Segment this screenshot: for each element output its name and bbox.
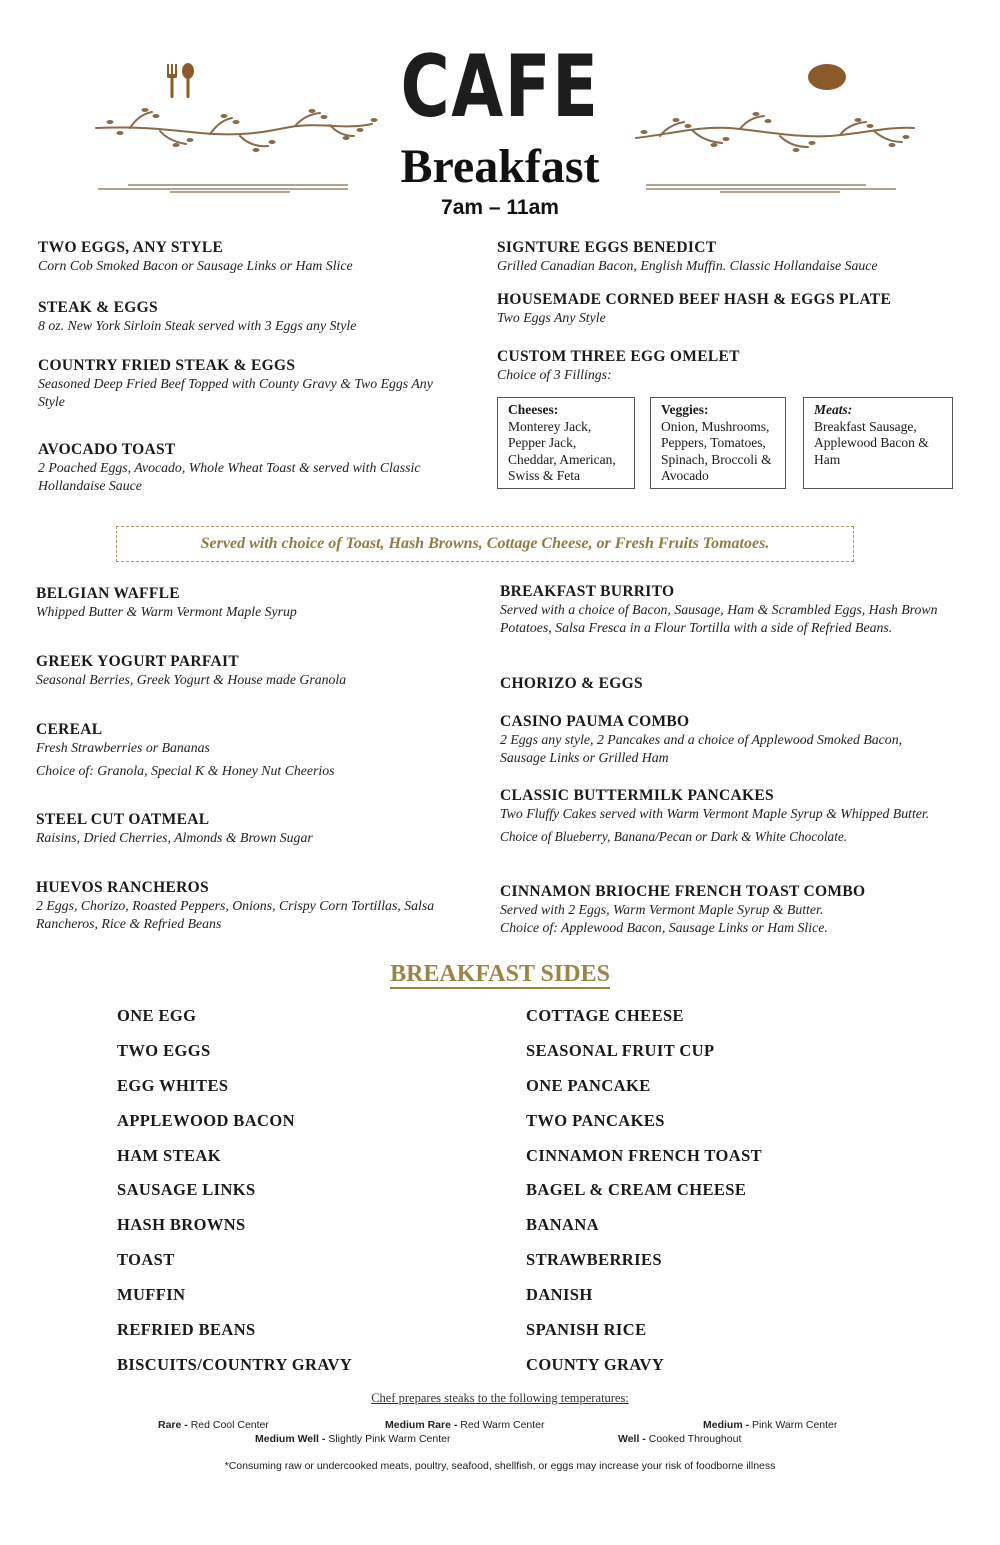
item-desc: Served with 2 Eggs, Warm Vermont Maple Syrup & Butter. [500, 902, 824, 917]
item-desc: Raisins, Dried Cherries, Almonds & Brown Sugar [36, 830, 313, 845]
disclaimer: *Consuming raw or undercooked meats, poultry, seafood, shellfish, or eggs may increase your risk of foodborne illness [224, 1460, 776, 1472]
page-title: CAFE [400, 37, 600, 137]
item-extra: Choice of: Granola, Special K & Honey Nut Cheerios [36, 763, 335, 778]
side-item: COUNTY GRAVY [526, 1354, 665, 1374]
item-name: BELGIAN WAFFLE [36, 585, 180, 602]
side-item: HAM STEAK [117, 1145, 221, 1165]
item-name: CINNAMON BRIOCHE FRENCH TOAST COMBO [500, 883, 866, 900]
temp-medium-rare [385, 1419, 545, 1431]
sides-title-text: BREAKFAST SIDES [390, 961, 610, 987]
item-name: STEAK & EGGS [38, 299, 158, 316]
side-item: BISCUITS/COUNTRY GRAVY [117, 1354, 353, 1374]
item-name: STEEL CUT OATMEAL [36, 811, 210, 828]
item-desc: Two Fluffy Cakes served with Warm Vermont Maple Syrup & Whipped Butter. [500, 806, 930, 821]
menu-item [497, 347, 957, 384]
temp-desc: Pink Warm Center [752, 1419, 838, 1431]
side-item: EGG WHITES [117, 1075, 229, 1095]
item-desc: Corn Cob Smoked Bacon or Sausage Links or Ham Slice [38, 258, 353, 273]
item-desc: Grilled Canadian Bacon, English Muffin. Classic Hollandaise Sauce [497, 258, 878, 273]
item-desc: Choice of 3 Fillings: [497, 367, 612, 382]
menu-item [38, 356, 438, 411]
filling-box-veggies [650, 397, 786, 489]
temp-medium-well [255, 1433, 450, 1445]
menu-item [500, 674, 950, 693]
side-item: BANANA [526, 1215, 599, 1235]
temp-desc: Cooked Throughout [648, 1433, 742, 1445]
temp-label: Well - [618, 1433, 646, 1445]
side-item: HASH BROWNS [117, 1215, 246, 1235]
side-item: TWO EGGS [117, 1040, 211, 1060]
menu-item [36, 720, 456, 780]
item-desc: Served with a choice of Bacon, Sausage, Ham & Scrambled Eggs, Hash Brown Potatoes, Salsa Fresca in a Flour Tortilla with a side of Refried Beans. [500, 602, 938, 635]
item-name: CEREAL [36, 721, 103, 738]
menu-item [500, 582, 950, 637]
side-item: DANISH [526, 1285, 593, 1305]
temperatures-title-text: Chef prepares steaks to the following temperatures: [371, 1391, 629, 1405]
menu-item [497, 290, 957, 327]
filling-body: Onion, Mushrooms, Peppers, Tomatoes, Spinach, Broccoli & Avocado [661, 418, 772, 483]
temp-desc: Red Cool Center [190, 1419, 269, 1431]
item-name: CHORIZO & EGGS [500, 675, 643, 692]
side-item: ONE PANCAKE [526, 1075, 651, 1095]
temp-medium [703, 1419, 837, 1431]
item-name: TWO EGGS, ANY STYLE [38, 239, 224, 256]
temperatures-title [0, 1391, 1000, 1406]
item-name: AVOCADO TOAST [38, 441, 176, 458]
hours: 7am – 11am [441, 196, 559, 219]
menu-item [36, 810, 456, 847]
side-item: SPANISH RICE [526, 1320, 647, 1340]
temp-desc: Slightly Pink Warm Center [328, 1433, 451, 1445]
item-name: HOUSEMADE CORNED BEEF HASH & EGGS PLATE [497, 291, 892, 308]
filling-body: Breakfast Sausage, Applewood Bacon & Ham [814, 418, 929, 467]
side-item: MUFFIN [117, 1285, 186, 1305]
item-desc: Two Eggs Any Style [497, 310, 606, 325]
sides-title [0, 961, 1000, 988]
temp-desc: Red Warm Center [460, 1419, 545, 1431]
side-item: TWO PANCAKES [526, 1110, 665, 1130]
temp-label: Medium - [703, 1419, 750, 1431]
menu-item [38, 238, 448, 275]
item-desc: Seasonal Berries, Greek Yogurt & House made Granola [36, 672, 347, 687]
item-name: CUSTOM THREE EGG OMELET [497, 348, 740, 365]
menu-item [38, 440, 438, 495]
filling-head: Meats: [814, 402, 853, 417]
menu-item [36, 878, 456, 933]
side-item: STRAWBERRIES [526, 1250, 662, 1270]
side-item: TOAST [117, 1250, 175, 1270]
filling-body: Monterey Jack, Pepper Jack, Cheddar, American, Swiss & Feta [508, 418, 616, 483]
item-desc: Seasoned Deep Fried Beef Topped with County Gravy & Two Eggs Any Style [38, 376, 433, 409]
menu-item [497, 238, 957, 275]
temp-label: Medium Well - [255, 1433, 326, 1445]
served-with-banner: Served with choice of Toast, Hash Browns, Cottage Cheese, or Fresh Fruits Tomatoes. [116, 526, 854, 562]
vine-ornament-right [630, 100, 920, 200]
side-item: ONE EGG [117, 1006, 197, 1025]
item-extra: Choice of Blueberry, Banana/Pecan or Dark & White Chocolate. [500, 829, 848, 844]
menu-item [38, 298, 448, 335]
menu-item [500, 882, 950, 937]
vine-ornament-left [90, 100, 380, 200]
menu-item [500, 786, 950, 846]
filling-box-cheeses [497, 397, 635, 489]
item-name: CLASSIC BUTTERMILK PANCAKES [500, 787, 774, 804]
sides-list-right [526, 1006, 762, 1390]
menu-item [36, 652, 456, 689]
item-name: BREAKFAST BURRITO [500, 583, 675, 600]
temp-rare [158, 1419, 269, 1431]
menu-item [500, 712, 950, 767]
item-name: HUEVOS RANCHEROS [36, 879, 209, 896]
temp-label: Rare - [158, 1419, 188, 1431]
menu-item [36, 584, 456, 621]
item-desc: 8 oz. New York Sirloin Steak served with 3 Eggs any Style [38, 318, 357, 333]
coffee-bean-icon [808, 64, 846, 90]
item-name: GREEK YOGURT PARFAIT [36, 653, 239, 670]
side-item: APPLEWOOD BACON [117, 1110, 295, 1130]
item-desc: 2 Poached Eggs, Avocado, Whole Wheat Toast & served with Classic Hollandaise Sauce [38, 460, 421, 493]
item-desc: Whipped Butter & Warm Vermont Maple Syrup [36, 604, 297, 619]
side-item: SAUSAGE LINKS [117, 1180, 256, 1200]
filling-box-meats [803, 397, 953, 489]
item-desc: Choice of: Applewood Bacon, Sausage Links or Ham Slice. [500, 920, 828, 935]
temp-label: Medium Rare - [385, 1419, 458, 1431]
item-name: SIGNTURE EGGS BENEDICT [497, 239, 717, 256]
filling-head: Veggies: [661, 402, 709, 417]
item-desc: Fresh Strawberries or Bananas [36, 740, 210, 755]
side-item: SEASONAL FRUIT CUP [526, 1040, 715, 1060]
side-item: REFRIED BEANS [117, 1320, 256, 1340]
page-subtitle: Breakfast [400, 140, 600, 193]
side-item: COTTAGE CHEESE [526, 1006, 684, 1025]
fork-spoon-icon [164, 62, 198, 105]
sides-list-left [117, 1006, 352, 1390]
item-desc: 2 Eggs, Chorizo, Roasted Peppers, Onions, Crispy Corn Tortillas, Salsa Rancheros, Rice & Refried Beans [36, 898, 435, 931]
filling-head: Cheeses: [508, 402, 559, 417]
side-item: CINNAMON FRENCH TOAST [526, 1145, 763, 1165]
temp-well [618, 1433, 741, 1445]
item-name: COUNTRY FRIED STEAK & EGGS [38, 357, 296, 374]
side-item: BAGEL & CREAM CHEESE [526, 1180, 747, 1200]
item-name: CASINO PAUMA COMBO [500, 713, 690, 730]
item-desc: 2 Eggs any style, 2 Pancakes and a choice of Applewood Smoked Bacon, Sausage Links or Grilled Ham [500, 732, 903, 765]
